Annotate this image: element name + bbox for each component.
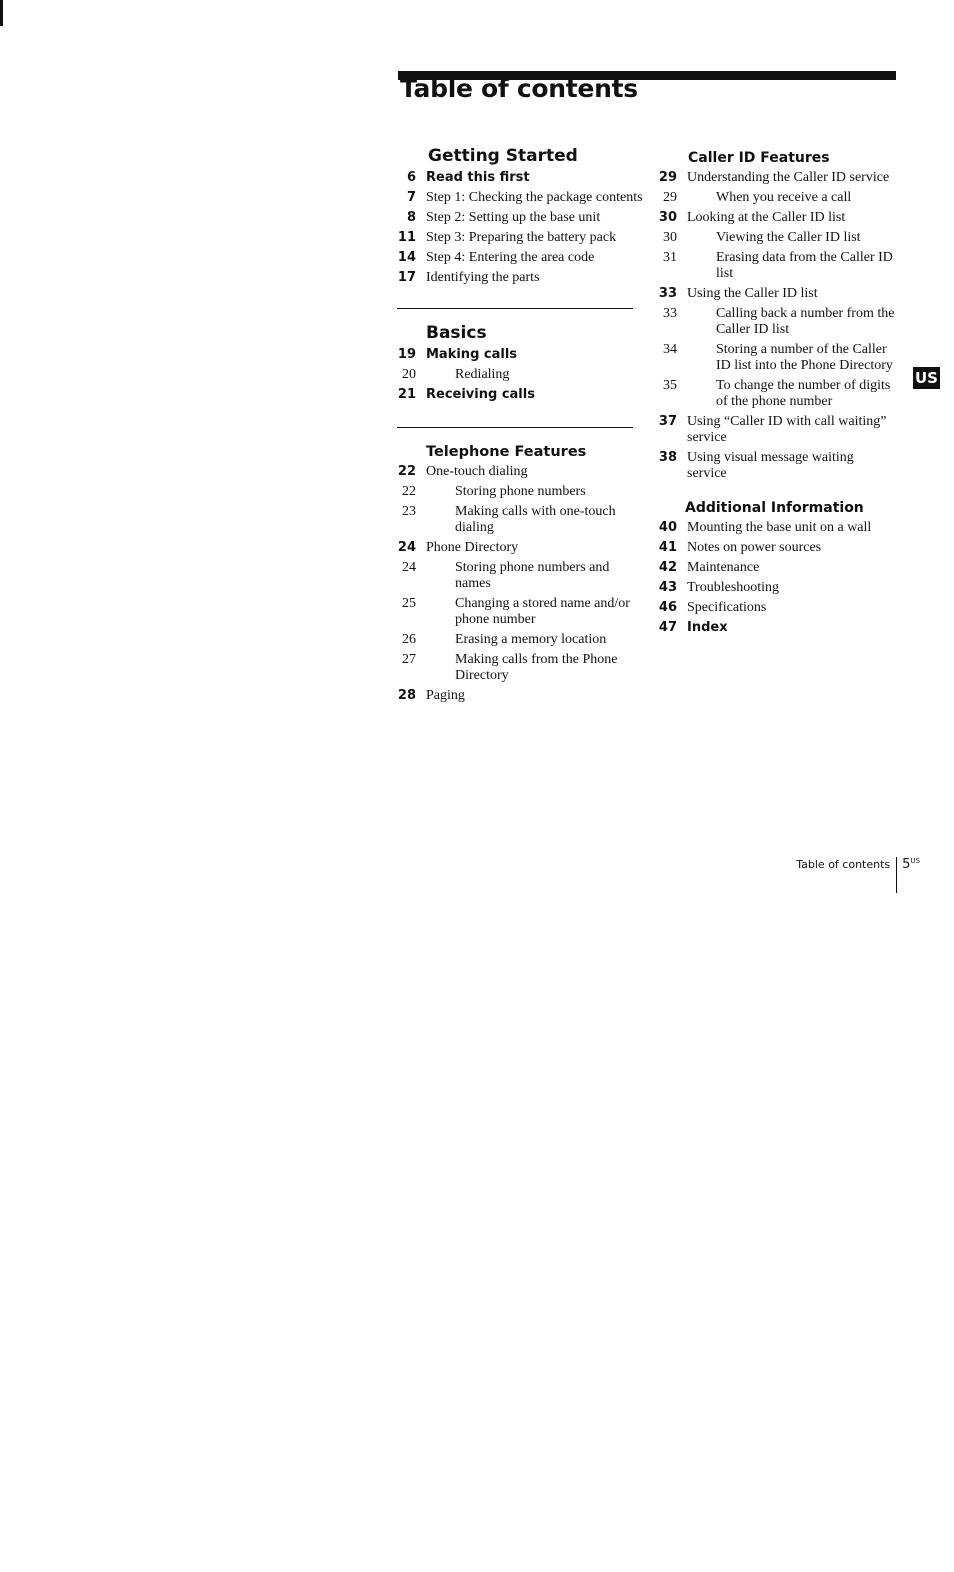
entry-title: Maintenance (687, 560, 760, 575)
entry-title: Redialing (455, 367, 510, 382)
entry-page: 24 (397, 540, 416, 555)
entry-page: 46 (658, 600, 677, 615)
section-caller-id (655, 150, 895, 482)
toc-entry[interactable] (394, 210, 644, 226)
toc-entry[interactable] (394, 464, 644, 480)
entry-page: 25 (402, 596, 416, 611)
entry-page: 24 (402, 560, 416, 575)
entry-title: Making calls with one-touch dialing (455, 504, 616, 535)
entry-page: 30 (658, 210, 677, 225)
section-telephone-features (394, 444, 644, 704)
entry-page: 11 (397, 230, 416, 245)
toc-entry[interactable] (655, 306, 895, 338)
entry-title: Notes on power sources (687, 540, 822, 555)
entry-title: Making calls (426, 347, 518, 362)
entry-title: Understanding the Caller ID service (687, 170, 890, 185)
entry-title: Using visual message waiting service (687, 450, 854, 481)
entry-title: Calling back a number from the Caller ID list (716, 306, 895, 337)
language-tab: US (913, 367, 940, 389)
entry-title: Index (687, 620, 728, 635)
toc-entry[interactable] (394, 170, 644, 186)
section-additional-information (655, 500, 895, 636)
entry-title: Step 2: Setting up the base unit (426, 210, 601, 225)
entry-page: 29 (658, 170, 677, 185)
entry-page: 14 (397, 250, 416, 265)
entry-page: 19 (397, 347, 416, 362)
entry-page: 26 (402, 632, 416, 647)
entry-page: 40 (658, 520, 677, 535)
toc-left-column (394, 146, 644, 708)
entry-title: Phone Directory (426, 540, 519, 555)
page-number-value: 5 (902, 857, 911, 872)
entry-title: Erasing data from the Caller ID list (716, 250, 893, 281)
entry-title: Using the Caller ID list (687, 286, 818, 301)
toc-entry[interactable] (655, 378, 895, 410)
entry-page: 7 (406, 190, 416, 205)
entry-page: 27 (402, 652, 416, 667)
toc-entry[interactable] (394, 652, 644, 684)
entry-title: Erasing a memory location (455, 632, 607, 647)
section-basics (394, 323, 644, 403)
toc-entry[interactable] (655, 210, 895, 226)
toc-entry[interactable] (655, 600, 895, 616)
toc-entry[interactable] (655, 342, 895, 374)
toc-entry[interactable] (394, 688, 644, 704)
section-divider (397, 308, 633, 309)
toc-entry[interactable] (655, 520, 895, 536)
entry-page: 6 (406, 170, 416, 185)
entry-title: Mounting the base unit on a wall (687, 520, 872, 535)
toc-entry[interactable] (655, 190, 895, 206)
section-heading: Basics (426, 323, 487, 343)
toc-entry[interactable] (655, 620, 895, 636)
entry-page: 21 (397, 387, 416, 402)
section-heading: Telephone Features (426, 444, 587, 460)
section-heading: Additional Information (685, 500, 864, 516)
toc-entry[interactable] (394, 250, 644, 266)
page-footer (796, 857, 920, 893)
toc-entry[interactable] (655, 170, 895, 186)
page-edge-mark (0, 0, 3, 26)
entry-title: Step 1: Checking the package contents (426, 190, 643, 205)
entry-title: One-touch dialing (426, 464, 528, 479)
entry-title: Changing a stored name and/or phone number (455, 596, 630, 627)
entry-title: Using “Caller ID with call waiting” service (687, 414, 887, 445)
entry-page: 37 (658, 414, 677, 429)
toc-entry[interactable] (655, 540, 895, 556)
entry-title: Read this first (426, 170, 530, 185)
toc-entry[interactable] (655, 286, 895, 302)
toc-entry[interactable] (394, 484, 644, 500)
toc-entry[interactable] (394, 230, 644, 246)
toc-entry[interactable] (655, 230, 895, 246)
entry-page: 22 (397, 464, 416, 479)
entry-page: 33 (658, 286, 677, 301)
toc-entry[interactable] (655, 250, 895, 282)
toc-entry[interactable] (394, 596, 644, 628)
page-title: Table of contents (400, 74, 638, 103)
entry-title: Looking at the Caller ID list (687, 210, 846, 225)
entry-title: Specifications (687, 600, 767, 615)
toc-entry[interactable] (394, 632, 644, 648)
entry-title: Paging (426, 688, 465, 703)
entry-title: Receiving calls (426, 387, 535, 402)
entry-page: 28 (397, 688, 416, 703)
entry-page: 8 (406, 210, 416, 225)
entry-page: 42 (658, 560, 677, 575)
toc-entry[interactable] (394, 347, 644, 363)
footer-divider (896, 857, 897, 893)
toc-entry[interactable] (394, 540, 644, 556)
entry-title: Step 4: Entering the area code (426, 250, 595, 265)
toc-entry[interactable] (655, 450, 895, 482)
entry-page: 31 (663, 250, 677, 265)
entry-page: 30 (663, 230, 677, 245)
entry-title: When you receive a call (716, 190, 852, 205)
toc-right-column (655, 150, 895, 640)
entry-title: Storing phone numbers and names (455, 560, 610, 591)
entry-page: 17 (397, 270, 416, 285)
footer-label: Table of contents (796, 858, 891, 871)
entry-page: 23 (402, 504, 416, 519)
toc-entry[interactable] (394, 190, 644, 206)
entry-title: To change the number of digits of the phone number (716, 378, 891, 409)
page-number-suffix: US (910, 857, 920, 865)
section-heading: Caller ID Features (688, 150, 830, 166)
page-number (902, 857, 920, 872)
toc-entry[interactable] (394, 270, 644, 286)
entry-title: Making calls from the Phone Directory (455, 652, 618, 683)
entry-title: Storing a number of the Caller ID list into the Phone Directory (716, 342, 893, 373)
entry-page: 20 (402, 367, 416, 382)
entry-title: Identifying the parts (426, 270, 540, 285)
toc-entry[interactable] (655, 580, 895, 596)
toc-entry[interactable] (394, 504, 644, 536)
toc-entry[interactable] (655, 560, 895, 576)
toc-entry[interactable] (394, 387, 644, 403)
entry-title: Step 3: Preparing the battery pack (426, 230, 617, 245)
entry-page: 35 (663, 378, 677, 393)
section-heading: Getting Started (428, 146, 578, 166)
entry-page: 43 (658, 580, 677, 595)
section-getting-started (394, 146, 644, 286)
entry-page: 47 (658, 620, 677, 635)
entry-page: 38 (658, 450, 677, 465)
toc-entry[interactable] (655, 414, 895, 446)
section-divider (397, 427, 633, 428)
entry-page: 22 (402, 484, 416, 499)
toc-entry[interactable] (394, 367, 644, 383)
entry-page: 41 (658, 540, 677, 555)
entry-page: 34 (663, 342, 677, 357)
entry-title: Troubleshooting (687, 580, 780, 595)
entry-title: Viewing the Caller ID list (716, 230, 861, 245)
entry-page: 33 (663, 306, 677, 321)
entry-page: 29 (663, 190, 677, 205)
entry-title: Storing phone numbers (455, 484, 586, 499)
toc-entry[interactable] (394, 560, 644, 592)
